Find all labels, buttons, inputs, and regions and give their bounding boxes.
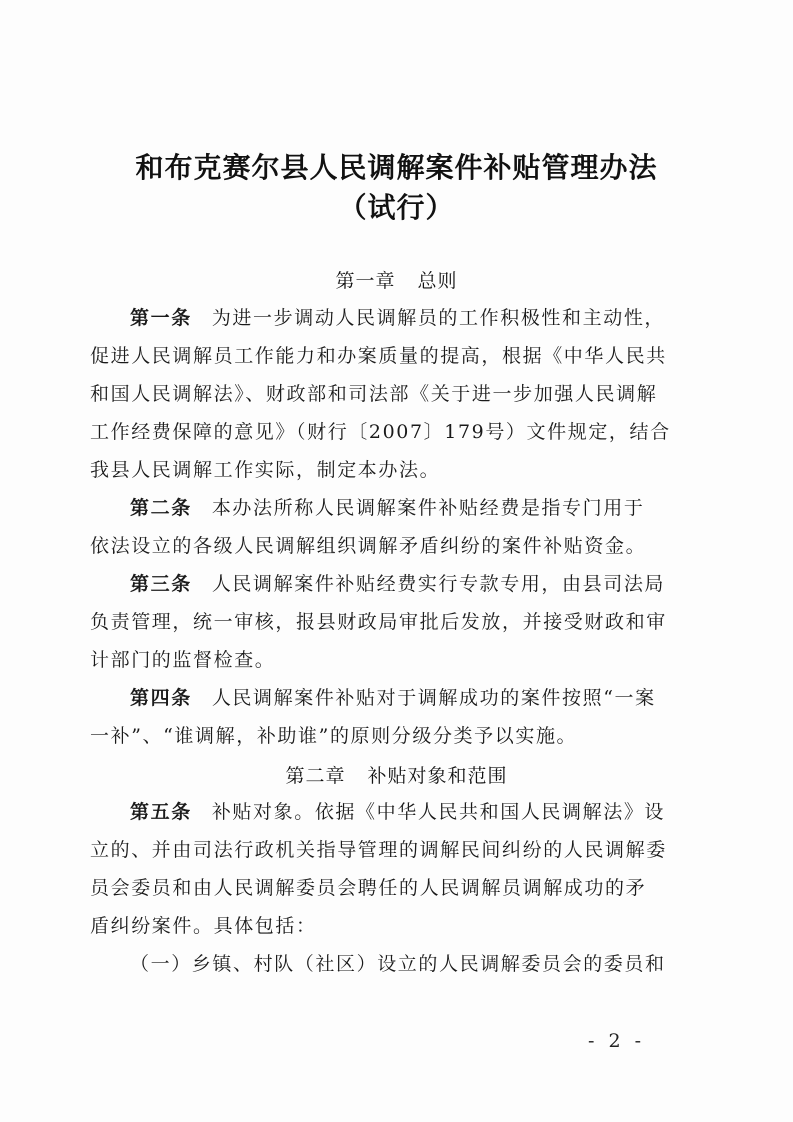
article-1-text-1: 为进一步调动人民调解员的工作积极性和主动性， bbox=[211, 307, 666, 329]
article-2-text-1: 本办法所称人民调解案件补贴经费是指专门用于 bbox=[211, 497, 645, 519]
page-number: - 2 - bbox=[588, 1030, 646, 1052]
article-1-line-2: 促进人民调解员工作能力和办案质量的提高，根据《中华人民共 bbox=[90, 345, 667, 367]
chapter-1-name: 总则 bbox=[417, 270, 458, 292]
article-5-line-2: 立的、并由司法行政机关指导管理的调解民间纠纷的人民调解委 bbox=[90, 839, 667, 861]
article-4-text-1: 人民调解案件补贴对于调解成功的案件按照“一案 bbox=[211, 687, 656, 709]
article-1-line-5: 我县人民调解工作实际，制定本办法。 bbox=[90, 459, 441, 481]
chapter-1-heading bbox=[0, 266, 793, 293]
article-5-text-1: 补贴对象。依据《中华人民共和国人民调解法》设 bbox=[211, 801, 666, 823]
article-2-line-1 bbox=[130, 495, 710, 521]
article-3-line-1 bbox=[130, 571, 710, 597]
article-1-line-4: 工作经费保障的意见》（财行〔2007〕179号）文件规定，结合 bbox=[90, 421, 671, 443]
article-3-line-3: 计部门的监督检查。 bbox=[90, 649, 276, 671]
article-4-label: 第四条 bbox=[130, 687, 192, 709]
chapter-2-number: 第二章 bbox=[285, 765, 346, 787]
article-4-line-1 bbox=[130, 685, 710, 711]
document-title: 和布克赛尔县人民调解案件补贴管理办法 bbox=[135, 151, 658, 184]
article-5-line-5: （一）乡镇、村队（社区）设立的人民调解委员会的委员和 bbox=[130, 953, 666, 975]
chapter-2-name: 补贴对象和范围 bbox=[367, 765, 508, 787]
article-5-label: 第五条 bbox=[130, 801, 192, 823]
article-3-label: 第三条 bbox=[130, 573, 192, 595]
article-5-line-4: 盾纠纷案件。具体包括： bbox=[90, 915, 317, 937]
chapter-1-number: 第一章 bbox=[335, 270, 396, 292]
article-3-line-2: 负责管理，统一审核，报县财政局审批后发放，并接受财政和审 bbox=[90, 611, 667, 633]
article-5-line-3: 员会委员和由人民调解委员会聘任的人民调解员调解成功的矛 bbox=[90, 877, 647, 899]
article-1-line-3: 和国人民调解法》、财政部和司法部《关于进一步加强人民调解 bbox=[90, 383, 658, 405]
article-4-line-2: 一补”、“谁调解，补助谁”的原则分级分类予以实施。 bbox=[90, 725, 578, 747]
document-subtitle: （试行） bbox=[338, 191, 455, 224]
article-5-line-1 bbox=[130, 799, 710, 825]
article-2-line-2: 依法设立的各级人民调解组织调解矛盾纠纷的案件补贴资金。 bbox=[90, 535, 647, 557]
chapter-2-heading bbox=[0, 761, 793, 788]
article-2-label: 第二条 bbox=[130, 497, 192, 519]
article-3-text-1: 人民调解案件补贴经费实行专款专用，由县司法局 bbox=[211, 573, 666, 595]
article-1-line-1 bbox=[130, 305, 710, 331]
article-1-label: 第一条 bbox=[130, 307, 192, 329]
